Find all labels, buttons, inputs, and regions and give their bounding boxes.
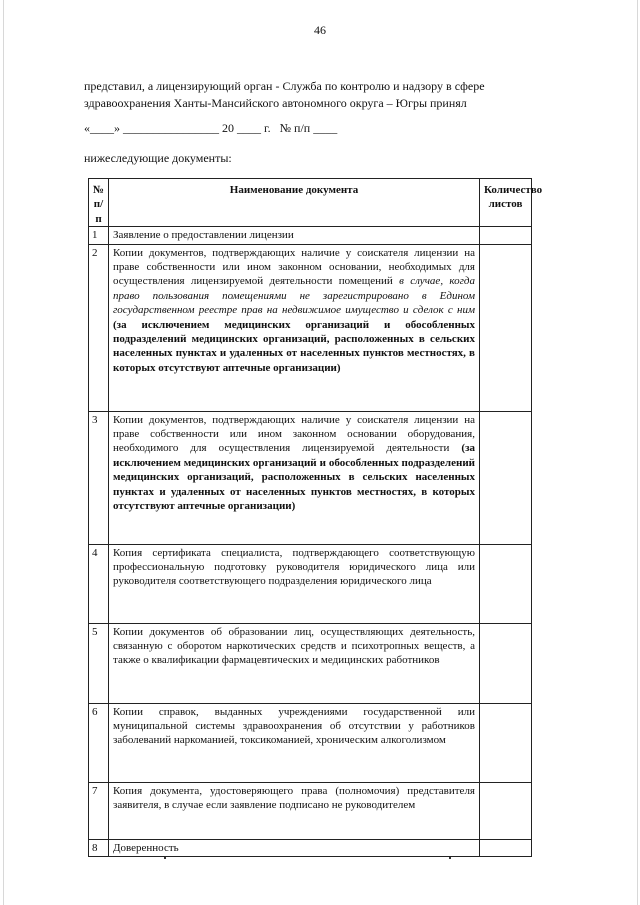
header-name: Наименование документа xyxy=(109,179,480,227)
sheet-count-cell[interactable] xyxy=(480,244,532,411)
scan-speck xyxy=(449,857,451,859)
scan-speck xyxy=(164,857,166,859)
document-name-plain: Копии документов, подтверждающих наличие у соискателя лицензии на праве собственности или ином законном основании оборудования, необходимого для осуществления лицензируемой деятельности xyxy=(113,413,475,455)
document-name-plain: Копии документов, подтверждающих наличие у соискателя лицензии на праве собственности или ином законном основании, необходимых для осуществления лицензируемой деятельности помещений xyxy=(113,246,475,288)
document-name-bold: (за исключением медицинских организаций и обособленных подразделений медицинских организаций, расположенных в сельских населенных пунктах и удаленных от населенных пунктов местностях, в которых отсутствуют аптечные организации) xyxy=(113,318,475,374)
row-number: 4 xyxy=(89,544,109,623)
table-row xyxy=(89,839,532,856)
date-number-line: «____» ________________ 20 ____ г. № п/п ____ xyxy=(84,121,338,135)
sheet-count-cell[interactable] xyxy=(480,623,532,703)
intro-line-2: здравоохранения Ханты-Мансийского автономного округа – Югры принял xyxy=(84,96,467,110)
sheet-count-cell[interactable] xyxy=(480,839,532,856)
intro-paragraph xyxy=(84,78,554,112)
row-number: 6 xyxy=(89,703,109,782)
header-qty: Количество листов xyxy=(480,179,532,227)
row-number: 8 xyxy=(89,839,109,856)
table-row xyxy=(89,411,532,544)
table-row xyxy=(89,782,532,839)
document-name: Копия документа, удостоверяющего права (полномочия) представителя заявителя, в случае если заявление подписано не руководителем xyxy=(109,782,480,839)
intro-line-1: представил, а лицензирующий орган - Служба по контролю и надзору в сфере xyxy=(84,79,485,93)
table-row xyxy=(89,544,532,623)
table-row xyxy=(89,244,532,411)
document-name-bold: (за исключением медицинских организаций и обособленных подразделений медицинских организаций, расположенных в сельских населенных пунктах и удаленных от населенных пунктов местностях, в которых отсутствуют аптечные организации) xyxy=(113,442,475,513)
sheet-count-cell[interactable] xyxy=(480,703,532,782)
sheet-count-cell[interactable] xyxy=(480,227,532,244)
table-row xyxy=(89,227,532,244)
document-name: Копия сертификата специалиста, подтверждающего соответствующую профессиональную подготовку руководителя юридического лица или руководителя соответствующего подразделения юридического лица xyxy=(109,544,480,623)
sheet-count-cell[interactable] xyxy=(480,544,532,623)
document-name: Доверенность xyxy=(109,839,480,856)
row-number: 1 xyxy=(89,227,109,244)
sheet-count-cell[interactable] xyxy=(480,411,532,544)
document-name-italic: в случае, когда право пользования помещениями не зарегистрировано в Едином государственном реестре прав на недвижимое имущество и сделок с ним xyxy=(113,275,475,317)
sheet-count-cell[interactable] xyxy=(480,782,532,839)
documents-table xyxy=(88,178,543,857)
row-number: 2 xyxy=(89,244,109,411)
row-number: 7 xyxy=(89,782,109,839)
table-row xyxy=(89,623,532,703)
page-number: 46 xyxy=(314,23,326,37)
document-name: Копии документов об образовании лиц, осуществляющих деятельность, связанную с оборотом наркотических средств и психотропных веществ, а также о квалификации фармацевтических и медицинских работников xyxy=(109,623,480,703)
row-number: 5 xyxy=(89,623,109,703)
table-header-row xyxy=(89,179,532,227)
page-edge-right xyxy=(637,0,638,905)
documents-label: нижеследующие документы: xyxy=(84,151,232,165)
table-row xyxy=(89,703,532,782)
document-name: Заявление о предоставлении лицензии xyxy=(109,227,480,244)
document-name xyxy=(109,244,480,411)
header-num: № п/п xyxy=(89,179,109,227)
row-number: 3 xyxy=(89,411,109,544)
document-name xyxy=(109,411,480,544)
document-name: Копии справок, выданных учреждениями государственной или муниципальной системы здравоохранения об отсутствии у работников заболеваний наркоманией, токсикоманией, хроническим алкоголизмом xyxy=(109,703,480,782)
page-edge-left xyxy=(3,0,4,905)
